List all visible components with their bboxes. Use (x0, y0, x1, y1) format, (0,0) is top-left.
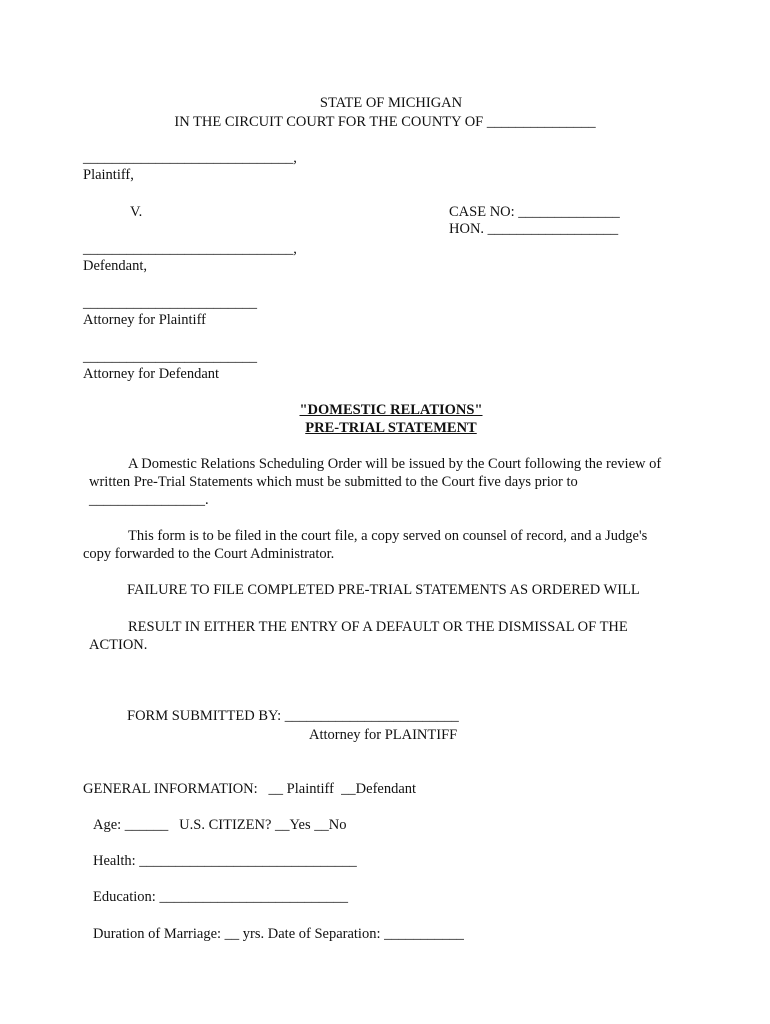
attorney-plaintiff-label: Attorney for Plaintiff (83, 312, 206, 328)
submission-date-field[interactable]: ________________. (89, 492, 209, 508)
paragraph-2-line-2: copy forwarded to the Court Administrator. (83, 546, 335, 562)
attorney-defendant-field[interactable]: ________________________ (83, 349, 257, 365)
health-field[interactable]: Health: ______________________________ (93, 853, 357, 869)
warning-line-1: FAILURE TO FILE COMPLETED PRE-TRIAL STATEMENTS AS ORDERED WILL (127, 582, 640, 598)
court-heading: IN THE CIRCUIT COURT FOR THE COUNTY OF _______________ (174, 114, 596, 130)
plaintiff-label: Plaintiff, (83, 167, 134, 183)
defendant-name-field[interactable]: _____________________________, (83, 241, 297, 257)
title-line-1: "DOMESTIC RELATIONS" (299, 402, 483, 418)
state-heading: STATE OF MICHIGAN (319, 95, 463, 111)
title-line-2: PRE-TRIAL STATEMENT (305, 420, 477, 436)
plaintiff-name-field[interactable]: _____________________________, (83, 150, 297, 166)
paragraph-1-line-1: A Domestic Relations Scheduling Order will be issued by the Court following the review of (128, 456, 662, 472)
attorney-defendant-label: Attorney for Defendant (83, 366, 220, 382)
age-citizen-field[interactable]: Age: ______ U.S. CITIZEN? __Yes __No (93, 817, 347, 833)
case-number-field[interactable]: CASE NO: ______________ (449, 204, 620, 220)
warning-line-2: RESULT IN EITHER THE ENTRY OF A DEFAULT OR THE DISMISSAL OF THE (128, 619, 628, 635)
attorney-plaintiff-field[interactable]: ________________________ (83, 295, 257, 311)
general-info-party-field[interactable]: GENERAL INFORMATION: __ Plaintiff __Defendant (83, 781, 417, 797)
defendant-label: Defendant, (83, 258, 148, 274)
paragraph-2-line-1: This form is to be filed in the court file, a copy served on counsel of record, and a Judge's (128, 528, 648, 544)
judge-field[interactable]: HON. __________________ (449, 221, 619, 237)
warning-line-3: ACTION. (89, 637, 148, 653)
submitted-by-field[interactable]: FORM SUBMITTED BY: ________________________ (127, 708, 459, 724)
paragraph-1-line-2: written Pre-Trial Statements which must be submitted to the Court five days prior to (89, 474, 578, 490)
submitted-by-attorney-label: Attorney for PLAINTIFF (309, 727, 458, 743)
education-field[interactable]: Education: __________________________ (93, 889, 348, 905)
marriage-duration-field[interactable]: Duration of Marriage: __ yrs. Date of Separation: ___________ (93, 926, 464, 942)
versus-label: V. (130, 204, 143, 220)
